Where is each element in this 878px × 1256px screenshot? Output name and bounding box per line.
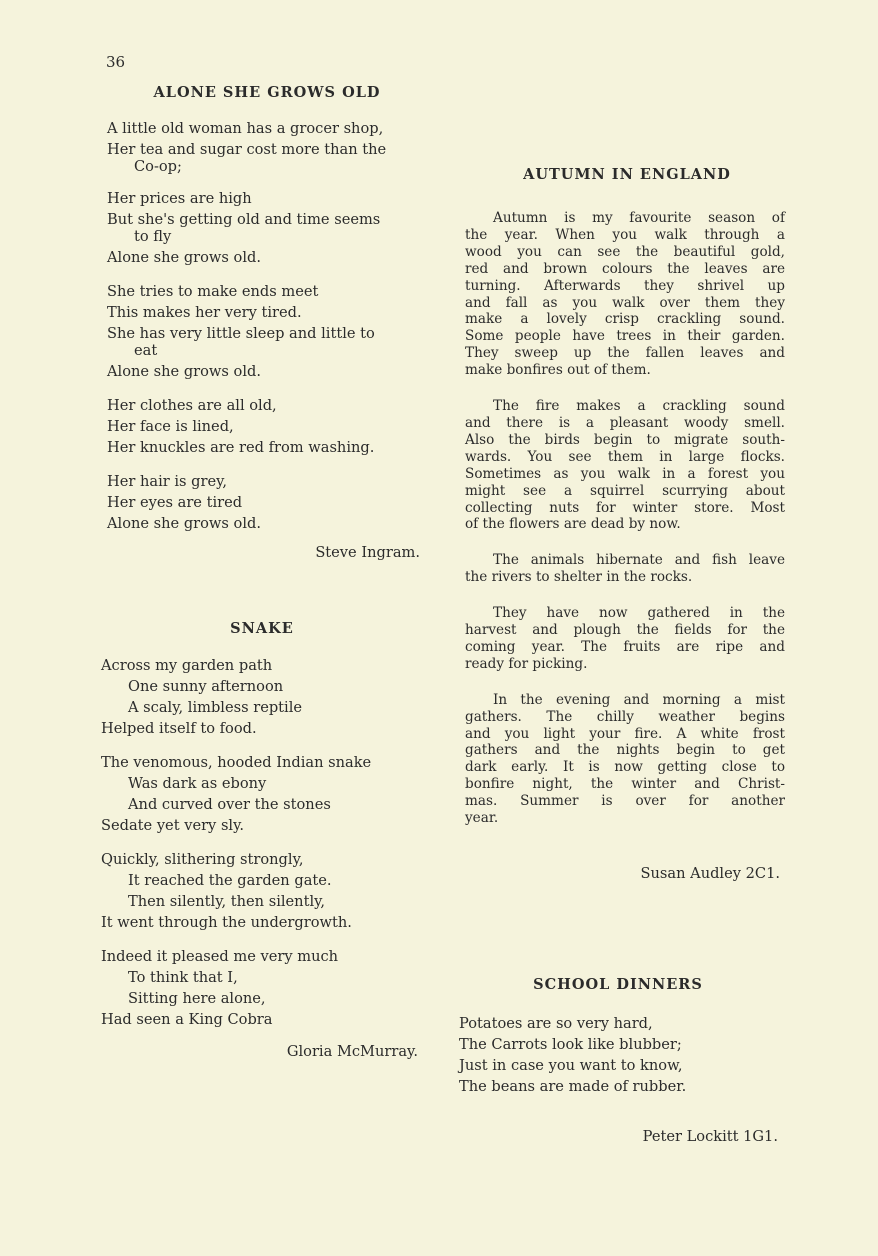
paragraph-line: coming year. The fruits are ripe and (465, 638, 785, 655)
poem-line: Alone she grows old. (107, 363, 261, 380)
essay-title-autumn: AUTUMN IN ENGLAND (523, 166, 731, 183)
poem-line-continuation: to fly (134, 228, 172, 245)
author-snake: Gloria McMurray. (286, 1043, 418, 1060)
paragraph-line: of the flowers are dead by now. (465, 516, 681, 533)
paragraph-line: might see a squirrel scurrying about (465, 482, 785, 499)
poem-line: It reached the garden gate. (128, 872, 332, 889)
poem-line: She has very little sleep and little to (107, 325, 375, 342)
paragraph (465, 552, 785, 586)
paragraph-line: collecting nuts for winter store. Most (465, 499, 785, 516)
poem-title-alone: ALONE SHE GROWS OLD (153, 84, 381, 101)
stanza (107, 281, 386, 382)
poem-line: To think that I, (128, 969, 238, 986)
poem-line: This makes her very tired. (107, 304, 302, 321)
poem-line: Her eyes are tired (107, 494, 243, 511)
poem-line: Then silently, then silently, (128, 893, 326, 910)
paragraph-line: In the evening and morning a mist (493, 691, 785, 708)
poem-line-continuation: Co-op; (134, 158, 182, 175)
essay-autumn-in-england (465, 210, 785, 846)
poem-line: It went through the undergrowth. (101, 914, 352, 931)
stanza (101, 655, 371, 739)
paragraph-line: red and brown colours the leaves are (465, 260, 785, 277)
paragraph-line: make a lovely crisp crackling sound. (465, 311, 785, 328)
poem-line: Had seen a King Cobra (101, 1011, 273, 1028)
poem-line: Just in case you want to know, (459, 1057, 683, 1074)
paragraph-line: and there is a pleasant woody smell. (465, 414, 785, 431)
poem-line: One sunny afternoon (128, 678, 284, 695)
poem-line: Alone she grows old. (107, 515, 261, 532)
paragraph-line: the rivers to shelter in the rocks. (465, 569, 693, 586)
poem-line: Her hair is grey, (107, 473, 228, 490)
page-number: 36 (106, 53, 126, 71)
poem-alone-she-grows-old (107, 118, 386, 547)
poem-line: Her tea and sugar cost more than the (107, 141, 387, 158)
stanza (107, 395, 386, 458)
poem-line: Helped itself to food. (101, 720, 257, 737)
stanza (107, 118, 386, 175)
poem-line: A little old woman has a grocer shop, (107, 120, 384, 137)
author-alone: Steve Ingram. (315, 544, 420, 561)
poem-line: Her face is lined, (107, 418, 234, 435)
paragraph-line: and fall as you walk over them they (465, 294, 785, 311)
poem-line: The venomous, hooded Indian snake (101, 754, 372, 771)
poem-line: A scaly, limbless reptile (128, 699, 303, 716)
paragraph-line: Autumn is my favourite season of (493, 210, 785, 226)
poem-line: The Carrots look like blubber; (459, 1036, 682, 1053)
poem-line: Her knuckles are red from washing. (107, 439, 375, 456)
paragraph-line: gathers and the nights begin to get (465, 742, 785, 759)
poem-line: The beans are made of rubber. (459, 1078, 687, 1095)
paragraph-line: The fire makes a crackling sound (493, 398, 785, 415)
stanza (101, 946, 371, 1030)
poem-title-snake: SNAKE (230, 620, 294, 637)
poem-line-continuation: eat (134, 342, 158, 359)
poem-snake (101, 655, 371, 1043)
paragraph (465, 210, 785, 379)
stanza (101, 752, 371, 836)
poem-line: Quickly, slithering strongly, (101, 851, 304, 868)
paragraph-line: dark early. It is now getting close to (465, 759, 785, 776)
poem-line: Indeed it pleased me very much (101, 948, 339, 965)
paragraph-line: and you light your fire. A white frost (465, 725, 785, 742)
stanza (101, 849, 371, 933)
poem-line: Her prices are high (107, 190, 252, 207)
poem-line: Was dark as ebony (128, 775, 267, 792)
paragraph-line: wood you can see the beautiful gold, (465, 243, 785, 260)
paragraph-line: Also the birds begin to migrate south- (465, 431, 785, 448)
paragraph (465, 398, 785, 533)
paragraph-line: The animals hibernate and fish leave (493, 552, 785, 569)
stanza (107, 188, 386, 268)
poem-title-school-dinners: SCHOOL DINNERS (533, 976, 703, 993)
paragraph-line: Sometimes as you walk in a forest you (465, 465, 785, 482)
paragraph-line: They have now gathered in the (493, 605, 785, 622)
paragraph-line: mas. Summer is over for another (465, 793, 785, 810)
poem-line: Sedate yet very sly. (101, 817, 245, 834)
stanza (107, 471, 386, 534)
paragraph-line: ready for picking. (465, 655, 588, 672)
poem-line: And curved over the stones (128, 796, 331, 813)
paragraph-line: gathers. The chilly weather begins (465, 708, 785, 725)
paragraph-line: bonfire night, the winter and Christ- (465, 776, 785, 793)
author-autumn: Susan Audley 2C1. (640, 865, 780, 882)
paragraph-line: year. (465, 810, 499, 827)
paragraph-line: the year. When you walk through a (465, 226, 785, 243)
paragraph (465, 605, 785, 673)
poem-line: She tries to make ends meet (107, 283, 319, 300)
poem-line: But she's getting old and time seems (107, 211, 381, 228)
poem-school-dinners (459, 1013, 686, 1097)
paragraph-line: wards. You see them in large flocks. (465, 448, 785, 465)
paragraph-line: Some people have trees in their garden. (465, 328, 785, 345)
paragraph (465, 692, 785, 827)
poem-line: Her clothes are all old, (107, 397, 277, 414)
poem-line: Sitting here alone, (128, 990, 266, 1007)
poem-line: Potatoes are so very hard, (459, 1015, 653, 1032)
paragraph-line: They sweep up the fallen leaves and (465, 345, 785, 362)
poem-line: Alone she grows old. (107, 249, 261, 266)
paragraph-line: harvest and plough the fields for the (465, 622, 785, 639)
paragraph-line: make bonfires out of them. (465, 362, 651, 379)
author-school-dinners: Peter Lockitt 1G1. (642, 1128, 778, 1145)
paragraph-line: turning. Afterwards they shrivel up (465, 277, 785, 294)
poem-line: Across my garden path (101, 657, 273, 674)
